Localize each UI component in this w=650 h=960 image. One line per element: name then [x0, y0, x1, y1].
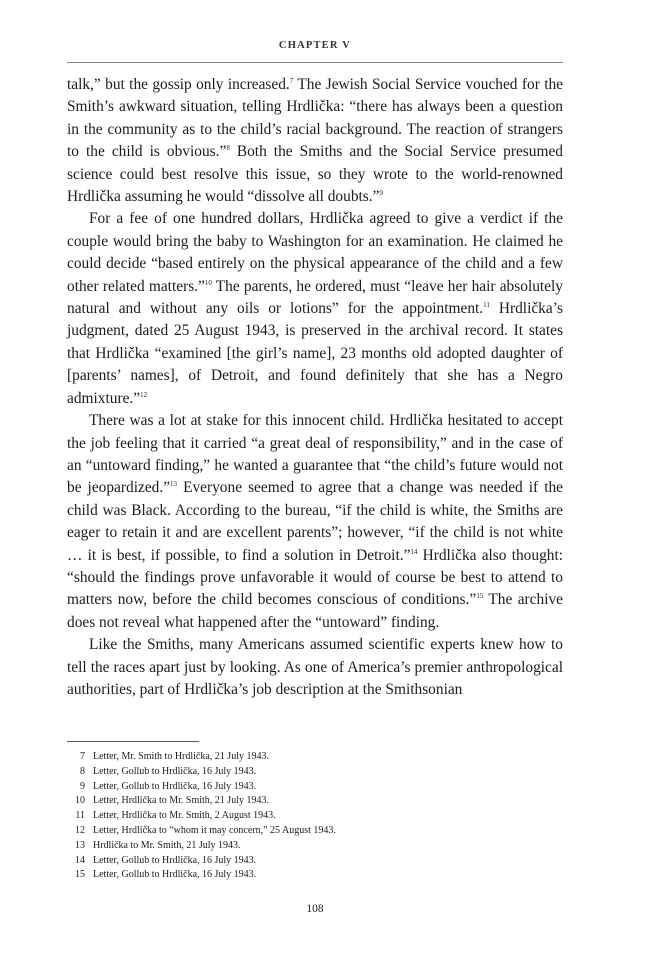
- footnote-text: Letter, Gollub to Hrdlička, 16 July 1943.: [93, 780, 257, 792]
- footnote-number: 10: [75, 795, 85, 807]
- footnotes-list: [67, 750, 563, 883]
- paragraph-text: Both the Smiths and the Social Service presumed science could best resolve this issue, so they wrote to the world-renowned Hrdlička assuming he would “dissolve all doubts.”: [67, 143, 563, 206]
- footnote-item: [67, 854, 563, 869]
- paragraph-text: There was a lot at stake for this innocent child. Hrdlička hesitated to accept the job feeling that it carried “a great deal of responsibility,” and in the case of an “untoward finding,” he wanted a guarantee that “the child’s future would not be jeopardized.”: [67, 412, 563, 497]
- footnote-item: [67, 780, 563, 795]
- footnote-item: [67, 794, 563, 809]
- page-number: 108: [306, 903, 324, 915]
- paragraph: [67, 74, 563, 208]
- footnote-text: Letter, Gollub to Hrdlička, 16 July 1943.: [93, 765, 257, 777]
- footnote-item: [67, 809, 563, 824]
- paragraph-text: Hrdlička’s judgment, dated 25 August 1943, is preserved in the archival record. It states that Hrdlička “examined [the girl’s name], 23 months old adopted daughter of [parents’ names], of Detroit, and found definitely that she has a Negro admixture.”: [67, 300, 563, 407]
- footnote-reference: 15: [476, 592, 484, 601]
- paragraph-text: Like the Smiths, many Americans assumed scientific experts knew how to tell the races apart just by looking. As one of America’s premier anthropological authorities, part of Hrdlička’s job description at the Smithsonian: [67, 636, 563, 698]
- paragraph-text: For a fee of one hundred dollars, Hrdlička agreed to give a verdict if the couple would bring the baby to Washington for an examination. He claimed he could decide “based entirely on the physical appearance of the child and a few other related matters.”: [67, 210, 563, 295]
- footnote-reference: 8: [226, 144, 230, 153]
- footnote-text: Letter, Hrdlička to “whom it may concern,” 25 August 1943.: [93, 824, 336, 836]
- footnote-number: 15: [75, 869, 85, 881]
- footnote-item: [67, 824, 563, 839]
- footnote-number: 14: [75, 854, 85, 866]
- footnote-reference: 9: [379, 189, 383, 198]
- footnote-rule: [67, 741, 199, 742]
- footnote-number: 13: [75, 839, 85, 851]
- footnote-reference: 12: [140, 390, 148, 399]
- footnote-text: Letter, Gollub to Hrdlička, 16 July 1943.: [93, 854, 257, 866]
- footnote-text: Letter, Mr. Smith to Hrdlička, 21 July 1943.: [93, 751, 269, 762]
- paragraph: [67, 410, 563, 634]
- footnote-number: 7: [80, 751, 85, 762]
- paragraph-text: Everyone seemed to agree that a change was needed if the child was Black. According to the bureau, “if the child is white, the Smiths are eager to retain it and are excellent parents”; however, “if the child is not white … it is best, if possible, to find a solution in Detroit.”: [67, 479, 564, 564]
- paragraph-text: Hrdlička also thought: “should the findings prove unfavorable it would of course be best to attend to matters now, before the child becomes conscious of conditions.”: [67, 546, 564, 609]
- paragraph: [67, 208, 563, 410]
- body-text: [67, 74, 563, 701]
- footnote-reference: 14: [410, 547, 418, 556]
- header-rule: [67, 62, 563, 63]
- footnote-text: Letter, Hrdlička to Mr. Smith, 2 August 1943.: [93, 810, 276, 822]
- footnote-item: [67, 868, 563, 883]
- footnote-item: [67, 750, 563, 765]
- paragraph: [67, 634, 563, 701]
- footnote-item: [67, 765, 563, 780]
- footnote-reference: 10: [204, 278, 212, 287]
- footnote-text: Letter, Hrdlička to Mr. Smith, 21 July 1943.: [93, 795, 269, 807]
- footnote-number: 12: [75, 824, 85, 836]
- footnote-number: 11: [75, 810, 85, 822]
- footnote-number: 8: [80, 765, 85, 777]
- footnote-item: [67, 839, 563, 854]
- footnote-number: 9: [80, 780, 85, 792]
- footnote-text: Hrdlička to Mr. Smith, 21 July 1943.: [93, 839, 241, 851]
- paragraph-text: The parents, he ordered, must “leave her hair absolutely natural and without any oils or lotions” for the appointment.: [67, 277, 563, 318]
- footnote-text: Letter, Gollub to Hrdlička, 16 July 1943.: [93, 869, 257, 881]
- paragraph-text: talk,” but the gossip only increased.: [67, 76, 290, 93]
- footnote-reference: 11: [483, 301, 490, 310]
- footnote-reference: 7: [289, 77, 294, 85]
- running-head: CHAPTER V: [278, 40, 352, 51]
- footnote-reference: 13: [170, 480, 178, 489]
- paragraph-text: The archive does not reveal what happened after the “untoward” finding.: [67, 591, 563, 631]
- book-page: [67, 0, 563, 960]
- paragraph-text: The Jewish Social Service vouched for the Smith’s awkward situation, telling Hrdlička: “there has always been a question in the community as to the child’s racial background. The reaction of strangers to the child is obvious.”: [67, 76, 564, 161]
